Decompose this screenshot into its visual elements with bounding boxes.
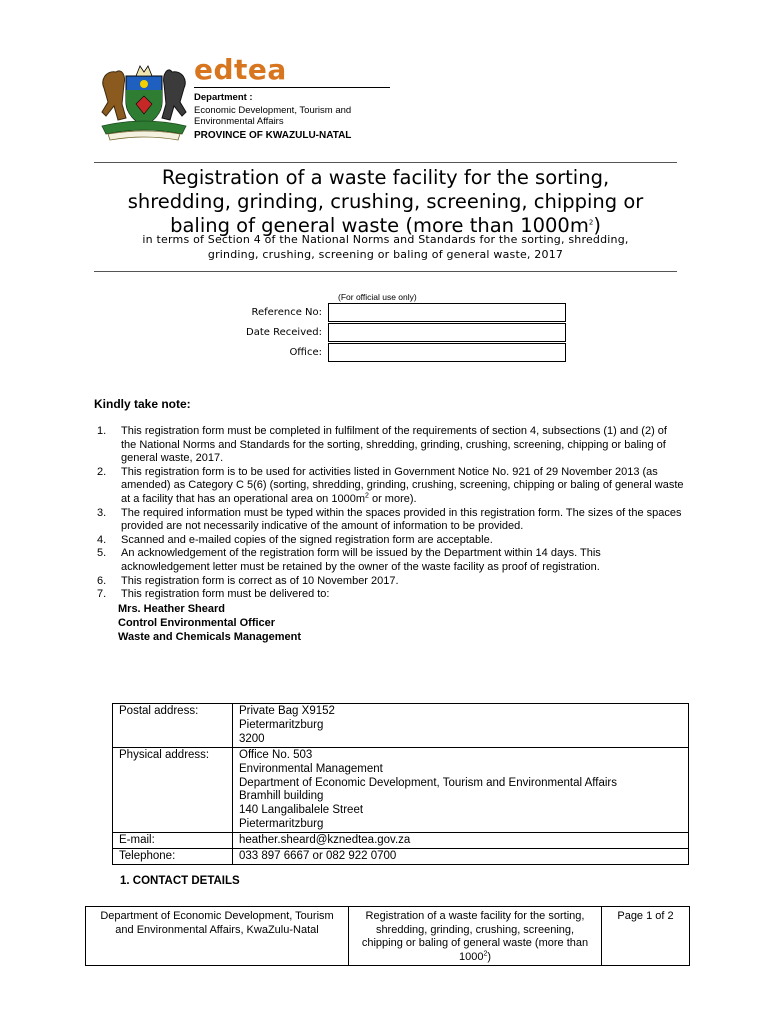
reference-no-label: Reference No: bbox=[251, 307, 322, 318]
title-line-2: shredding, grinding, crushing, screening, chipping or bbox=[127, 190, 644, 213]
list-number: 4. bbox=[97, 533, 107, 546]
address-line: Pietermaritzburg bbox=[239, 718, 324, 731]
list-number: 2. bbox=[97, 465, 107, 478]
table-row bbox=[113, 704, 689, 748]
list-text-end: or more). bbox=[368, 492, 417, 505]
contact-title: Control Environmental Officer bbox=[118, 616, 276, 629]
address-line: Office No. 503 bbox=[239, 748, 313, 761]
department-name-line1: Economic Development, Tourism and bbox=[194, 105, 352, 116]
subtitle-line-2: grinding, crushing, screening or baling of general waste, 2017 bbox=[207, 247, 564, 261]
list-item bbox=[94, 425, 684, 466]
title-bottom-rule bbox=[94, 271, 677, 272]
list-number: 5. bbox=[97, 547, 107, 560]
address-table bbox=[112, 703, 689, 865]
postal-address-label: Postal address: bbox=[113, 704, 233, 748]
department-label: Department : bbox=[194, 92, 253, 103]
footer-form-title-text: Registration of a waste facility for the sorting, shredding, grinding, crushing, screening, chipping or baling of general waste (more than 1000 bbox=[361, 910, 589, 963]
contact-person bbox=[94, 602, 684, 645]
list-text: An acknowledgement of the registration form will be issued by the Department within 14 days. This acknowledgement letter must be retained by the owner of the waste facility as proof of registration. bbox=[121, 547, 601, 573]
note-heading: Kindly take note: bbox=[94, 397, 191, 411]
subtitle-line-1: in terms of Section 4 of the National Norms and Standards for the sorting, shredding, bbox=[142, 233, 629, 246]
address-line: Environmental Management bbox=[239, 762, 383, 775]
brand-name: edtea bbox=[194, 53, 287, 86]
list-number: 3. bbox=[97, 506, 107, 519]
coat-of-arms-logo bbox=[96, 58, 192, 144]
list-number: 1. bbox=[97, 425, 107, 437]
official-use-caption: (For official use only) bbox=[338, 292, 417, 302]
title-superscript: 2 bbox=[588, 218, 594, 227]
address-line: Bramhill building bbox=[239, 790, 324, 803]
footer-form-title-end: ) bbox=[487, 950, 492, 963]
section-heading-contact-details: 1. CONTACT DETAILS bbox=[120, 875, 240, 887]
footer-form-title bbox=[349, 907, 602, 966]
physical-address-value bbox=[233, 747, 689, 832]
address-line: Pietermaritzburg bbox=[239, 818, 324, 831]
title-line-3-end: ) bbox=[593, 214, 601, 237]
email-value[interactable]: heather.sheard@kznedtea.gov.za bbox=[233, 833, 689, 849]
list-item bbox=[94, 547, 684, 574]
address-line: 3200 bbox=[239, 732, 265, 745]
table-row bbox=[86, 907, 690, 966]
brand-rule bbox=[194, 87, 390, 88]
date-received-label: Date Received: bbox=[246, 327, 322, 338]
footer-page-number: Page 1 of 2 bbox=[602, 907, 690, 966]
footer-table bbox=[85, 906, 690, 966]
email-label: E-mail: bbox=[113, 833, 233, 849]
list-item bbox=[94, 588, 684, 602]
title-line-1: Registration of a waste facility for the sorting, bbox=[161, 166, 610, 189]
list-text: This registration form is correct as of 10 November 2017. bbox=[121, 574, 399, 587]
title-line-3-main: baling of general waste (more than 1000m bbox=[170, 214, 589, 237]
list-text: This registration form must be completed in fulfilment of the requirements of section 4, subsections (1) and (2) of the National Norms and Standards for the sorting, shredding, grinding, crushing, screening, chipping or baling of general waste, 2017. bbox=[121, 425, 667, 465]
list-text: This registration form is to be used for activities listed in Government Notice No. 921 of 29 November 2013 (as amended) as Category C 5(6) (sorting, shredding, grinding, crushing, screening, chipping or baling of general waste at a facility that has an operational area on 1000m bbox=[121, 465, 684, 505]
date-received-field[interactable] bbox=[328, 323, 566, 342]
table-row bbox=[113, 849, 689, 865]
department-name-line2: Environmental Affairs bbox=[194, 116, 284, 127]
telephone-label: Telephone: bbox=[113, 849, 233, 865]
contact-name: Mrs. Heather Sheard bbox=[118, 602, 225, 615]
list-text: This registration form must be delivered to: bbox=[121, 588, 330, 601]
office-label: Office: bbox=[289, 347, 322, 358]
table-row bbox=[113, 833, 689, 849]
address-line: Department of Economic Development, Tourism and Environmental Affairs bbox=[239, 776, 617, 789]
address-line: Private Bag X9152 bbox=[239, 705, 335, 717]
telephone-value: 033 897 6667 or 082 922 0700 bbox=[233, 849, 689, 865]
list-number: 6. bbox=[97, 574, 107, 587]
list-text: The required information must be typed within the spaces provided in this registration form. The sizes of the spaces provided are not necessarily indicative of the amount of information to be provided. bbox=[121, 506, 682, 533]
list-item bbox=[94, 507, 684, 534]
list-superscript: 2 bbox=[365, 492, 369, 500]
physical-address-label: Physical address: bbox=[113, 747, 233, 832]
reference-no-field[interactable] bbox=[328, 303, 566, 322]
list-item bbox=[94, 534, 684, 548]
list-number: 7. bbox=[97, 588, 107, 601]
footer-department: Department of Economic Development, Tourism and Environmental Affairs, KwaZulu-Natal bbox=[86, 907, 349, 966]
footer-superscript: 2 bbox=[483, 949, 488, 957]
document-subtitle bbox=[94, 233, 677, 262]
list-item bbox=[94, 575, 684, 589]
province-name: PROVINCE OF KWAZULU-NATAL bbox=[194, 130, 352, 141]
list-text: Scanned and e-mailed copies of the signed registration form are acceptable. bbox=[121, 533, 493, 546]
address-line: 140 Langalibalele Street bbox=[239, 804, 364, 817]
title-top-rule bbox=[94, 162, 677, 163]
contact-unit: Waste and Chemicals Management bbox=[118, 631, 301, 644]
document-title bbox=[94, 166, 677, 238]
office-field[interactable] bbox=[328, 343, 566, 362]
notes-list bbox=[94, 425, 684, 644]
list-item bbox=[94, 466, 684, 507]
table-row bbox=[113, 747, 689, 832]
postal-address-value bbox=[233, 704, 689, 748]
